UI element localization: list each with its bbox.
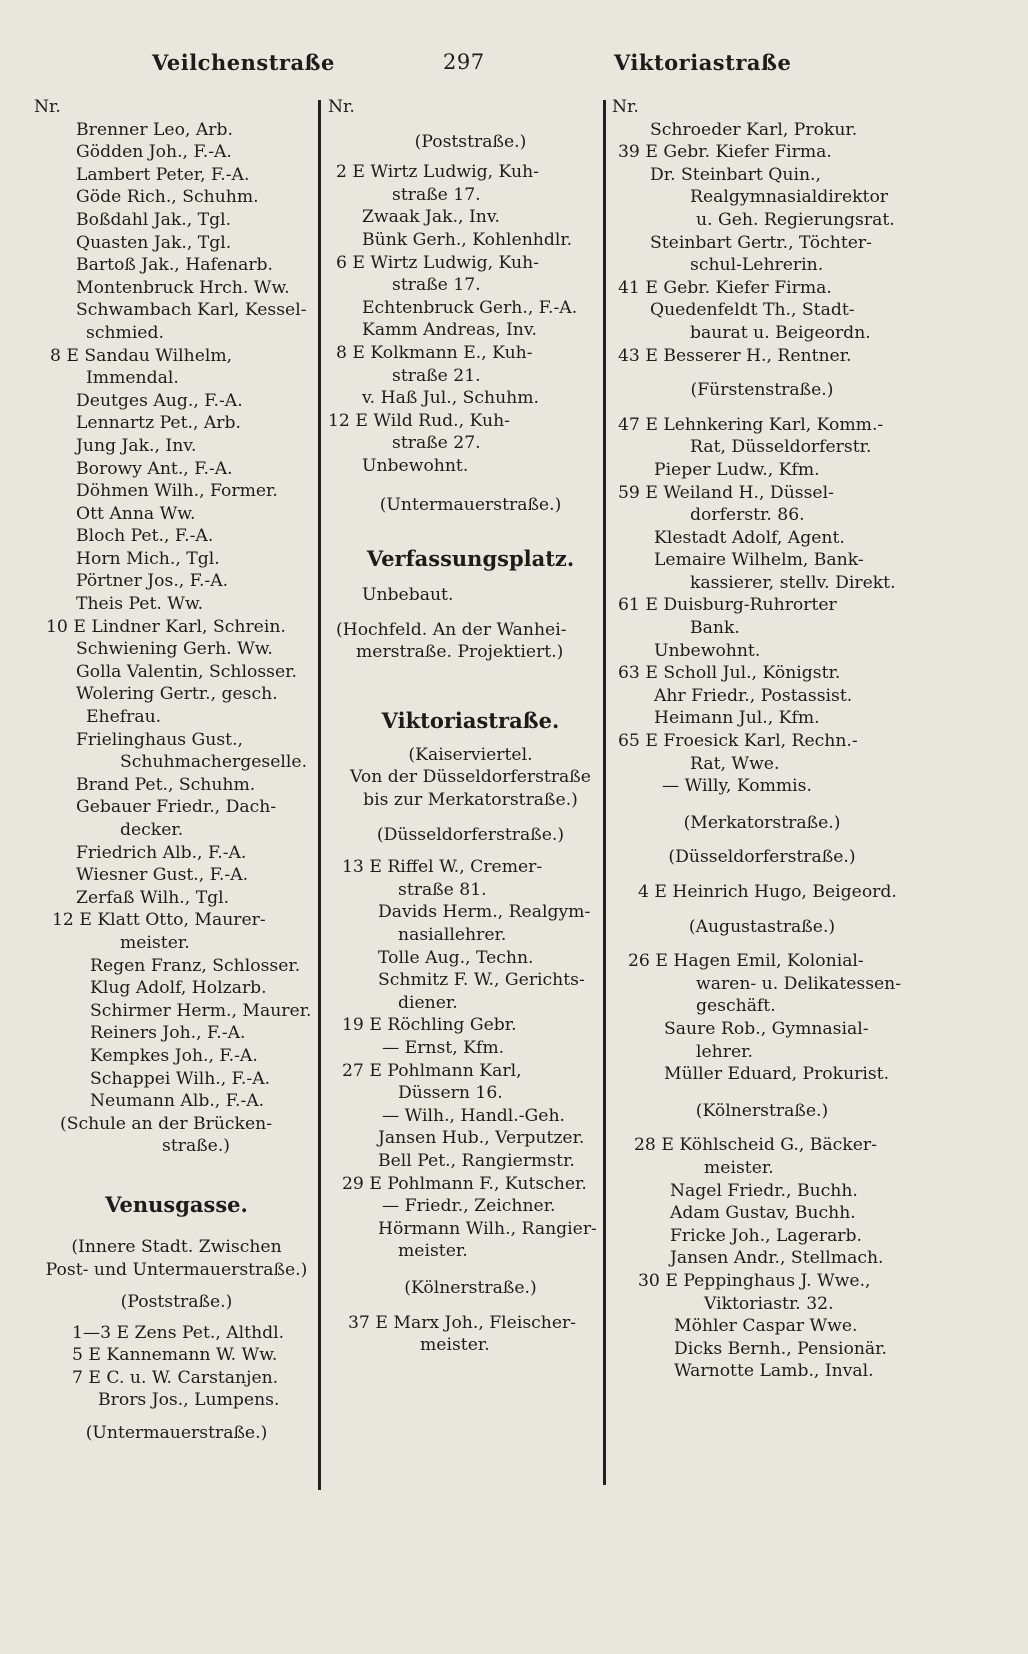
- col1-line: Wolering Gertr., gesch.: [76, 684, 278, 705]
- col1-line: Bartoß Jak., Hafenarb.: [76, 255, 274, 276]
- col3-line: 63 E Scholl Jul., Königstr.: [618, 663, 841, 684]
- col1-line: Lambert Peter, F.-A.: [76, 164, 250, 185]
- col2-line: Schmitz F. W., Gerichts-: [378, 970, 585, 991]
- col3-line: Dicks Bernh., Pensionär.: [674, 1338, 887, 1359]
- col2-line: straße 21.: [392, 365, 481, 386]
- col1-line: Post- und Untermauerstraße.): [45, 1259, 308, 1280]
- col2-line: Kamm Andreas, Inv.: [362, 320, 538, 341]
- col1-line: Horn Mich., Tgl.: [76, 548, 220, 569]
- col1-line: Reiners Joh., F.-A.: [90, 1023, 246, 1044]
- col2-line: (Kölnerstraße.): [404, 1277, 537, 1298]
- col3-line: Quedenfeldt Th., Stadt-: [650, 300, 855, 321]
- col2-line: v. Haß Jul., Schuhm.: [362, 388, 539, 409]
- col3-line: Fricke Joh., Lagerarb.: [670, 1225, 862, 1246]
- col1-line: Jung Jak., Inv.: [76, 435, 197, 456]
- running-head-right: Viktoriastraße: [614, 50, 792, 75]
- col3-line: Dr. Steinbart Quin.,: [650, 164, 821, 185]
- col1-line: 1—3 E Zens Pet., Althdl.: [72, 1322, 285, 1343]
- col3-line: meister.: [704, 1157, 774, 1178]
- col1-line: Boßdahl Jak., Tgl.: [76, 209, 232, 230]
- col1-line: Ehefrau.: [86, 707, 162, 728]
- col2-line: 19 E Röchling Gebr.: [342, 1015, 517, 1036]
- col2-line: Bell Pet., Rangiermstr.: [378, 1150, 575, 1171]
- col2-line: Nr.: [328, 97, 355, 117]
- col3-line: 41 E Gebr. Kiefer Firma.: [618, 277, 832, 298]
- col3-line: 59 E Weiland H., Düssel-: [618, 482, 834, 503]
- col2-line: (Kaiserviertel.: [408, 744, 533, 765]
- col3-line: Rat, Düsseldorferstr.: [690, 437, 872, 458]
- col1-line: Ott Anna Ww.: [76, 503, 196, 524]
- viktoriastrasse-heading: Viktoriastraße.: [381, 707, 560, 733]
- col1-line: Schappei Wilh., F.-A.: [90, 1068, 271, 1089]
- col2-line: straße 17.: [392, 275, 481, 296]
- col1-line: Schirmer Herm., Maurer.: [90, 1000, 312, 1021]
- col2-line: (Hochfeld. An der Wanhei-: [336, 619, 567, 640]
- col1-line: Bloch Pet., F.-A.: [76, 526, 214, 547]
- col1-line: Kempkes Joh., F.-A.: [90, 1045, 258, 1066]
- venusgasse-heading: Venusgasse.: [105, 1191, 248, 1217]
- col2-line: nasiallehrer.: [398, 925, 507, 946]
- col3-line: 30 E Peppinghaus J. Wwe.,: [638, 1270, 871, 1291]
- col1-line: Borowy Ant., F.-A.: [76, 458, 233, 479]
- col1-line: decker.: [120, 820, 184, 840]
- col3-line: 65 E Froesick Karl, Rechn.-: [618, 731, 858, 752]
- col1-line: (Untermauerstraße.): [85, 1423, 268, 1444]
- col1-line: 8 E Sandau Wilhelm,: [50, 345, 233, 366]
- col2-line: 8 E Kolkmann E., Kuh-: [336, 342, 533, 363]
- col2-line: meister.: [420, 1335, 490, 1356]
- col1-line: Lennartz Pet., Arb.: [76, 413, 241, 434]
- col1-line: Nr.: [34, 97, 61, 117]
- col1-line: Theis Pet. Ww.: [76, 594, 204, 615]
- col3-line: (Kölnerstraße.): [695, 1100, 829, 1121]
- col3-line: 26 E Hagen Emil, Kolonial-: [628, 951, 864, 972]
- col2-line: Davids Herm., Realgym-: [378, 902, 591, 923]
- page-number: 297: [443, 50, 485, 74]
- col1-line: Gebauer Friedr., Dach-: [76, 797, 277, 818]
- col2-line: 27 E Pohlmann Karl,: [342, 1060, 522, 1081]
- column-1: [34, 96, 319, 1445]
- col1-line: Brors Jos., Lumpens.: [98, 1390, 280, 1411]
- col3-line: schul-Lehrerin.: [690, 255, 824, 276]
- col2-line: Echtenbruck Gerh., F.-A.: [362, 297, 578, 318]
- col1-line: 12 E Klatt Otto, Maurer-: [52, 910, 266, 931]
- col1-line: Zerfaß Wilh., Tgl.: [76, 887, 230, 908]
- col3-line: baurat u. Beigeordn.: [690, 322, 871, 343]
- col1-line: Deutges Aug., F.-A.: [76, 390, 243, 411]
- col1-line: Montenbruck Hrch. Ww.: [76, 277, 290, 298]
- col3-line: Bank.: [690, 618, 740, 639]
- col1-line: 10 E Lindner Karl, Schrein.: [46, 616, 286, 637]
- col3-line: Realgymnasialdirektor: [690, 187, 889, 208]
- col1-line: (Poststraße.): [120, 1292, 233, 1313]
- col1-line: Schwambach Karl, Kessel-: [76, 300, 307, 321]
- col1-line: Gödden Joh., F.-A.: [76, 142, 232, 163]
- running-head-left: Veilchenstraße: [152, 50, 335, 75]
- col2-line: Unbebaut.: [362, 585, 454, 606]
- col2-line: Bünk Gerh., Kohlenhdlr.: [362, 229, 573, 250]
- col3-line: Schroeder Karl, Prokur.: [650, 119, 858, 140]
- col2-line: Unbewohnt.: [362, 455, 469, 476]
- col2-line: Hörmann Wilh., Rangier-: [378, 1218, 597, 1239]
- col2-line: Zwaak Jak., Inv.: [362, 207, 500, 228]
- col3-line: 28 E Köhlscheid G., Bäcker-: [634, 1135, 877, 1156]
- col3-line: Warnotte Lamb., Inval.: [674, 1361, 874, 1382]
- col3-line: (Merkatorstraße.): [683, 812, 841, 833]
- col2-line: straße 81.: [398, 879, 487, 900]
- col2-line: merstraße. Projektiert.): [356, 642, 564, 663]
- col3-line: geschäft.: [696, 996, 776, 1017]
- col3-line: Adam Gustav, Buchh.: [670, 1203, 856, 1224]
- col2-line: 2 E Wirtz Ludwig, Kuh-: [336, 162, 539, 183]
- col2-line: — Wilh., Handl.-Geh.: [382, 1105, 565, 1126]
- col3-line: 39 E Gebr. Kiefer Firma.: [618, 142, 832, 163]
- col3-line: (Augustastraße.): [688, 916, 836, 937]
- col1-line: (Schule an der Brücken-: [60, 1113, 273, 1134]
- col1-line: Neumann Alb., F.-A.: [90, 1091, 265, 1112]
- col1-line: Friedrich Alb., F.-A.: [76, 842, 247, 863]
- col3-line: Viktoriastr. 32.: [704, 1293, 834, 1314]
- col3-line: Pieper Ludw., Kfm.: [654, 459, 820, 480]
- col1-line: straße.): [162, 1136, 231, 1157]
- col2-line: bis zur Merkatorstraße.): [363, 790, 578, 811]
- col3-line: Möhler Caspar Wwe.: [674, 1316, 858, 1337]
- col1-line: schmied.: [86, 322, 164, 343]
- col2-line: Düssern 16.: [398, 1083, 503, 1104]
- col1-line: Wiesner Gust., F.-A.: [76, 865, 249, 886]
- column-2: [328, 96, 613, 1357]
- col1-line: Pörtner Jos., F.-A.: [76, 571, 229, 592]
- col3-line: lehrer.: [696, 1041, 753, 1062]
- col1-line: Schuhmachergeselle.: [120, 752, 308, 773]
- col1-line: Schwiening Gerh. Ww.: [76, 639, 273, 660]
- col3-line: 61 E Duisburg-Ruhrorter: [618, 595, 837, 616]
- col3-line: Lemaire Wilhelm, Bank-: [654, 550, 864, 571]
- col2-line: 29 E Pohlmann F., Kutscher.: [342, 1173, 587, 1194]
- col2-line: Tolle Aug., Techn.: [378, 947, 534, 968]
- col2-line: (Düsseldorferstraße.): [376, 824, 565, 845]
- col2-line: — Ernst, Kfm.: [382, 1038, 505, 1058]
- col2-line: 12 E Wild Rud., Kuh-: [328, 410, 510, 431]
- col3-line: Müller Eduard, Prokurist.: [664, 1064, 890, 1085]
- col2-line: Jansen Hub., Verputzer.: [378, 1128, 585, 1149]
- col3-line: Klestadt Adolf, Agent.: [654, 527, 845, 548]
- col2-line: — Friedr., Zeichner.: [382, 1196, 556, 1217]
- col2-line: Von der Düsseldorferstraße: [350, 767, 591, 788]
- col2-line: 37 E Marx Joh., Fleischer-: [348, 1312, 577, 1333]
- col3-line: Nr.: [612, 97, 639, 117]
- col3-line: (Düsseldorferstraße.): [668, 847, 856, 868]
- col1-line: Göde Rich., Schuhm.: [76, 187, 259, 208]
- col1-line: Golla Valentin, Schlosser.: [76, 661, 297, 682]
- col1-line: (Innere Stadt. Zwischen: [71, 1236, 282, 1257]
- col1-line: 7 E C. u. W. Carstanjen.: [72, 1367, 279, 1388]
- col1-line: Immendal.: [86, 368, 179, 389]
- col1-line: Brenner Leo, Arb.: [76, 119, 233, 140]
- col1-line: 5 E Kannemann W. Ww.: [72, 1345, 278, 1366]
- col3-line: 43 E Besserer H., Rentner.: [618, 345, 852, 366]
- col3-line: Steinbart Gertr., Töchter-: [650, 232, 872, 253]
- col1-line: meister.: [120, 932, 190, 953]
- col3-line: Ahr Friedr., Postassist.: [654, 685, 853, 706]
- col1-line: Klug Adolf, Holzarb.: [90, 978, 267, 999]
- col2-line: straße 27.: [392, 433, 481, 454]
- col3-line: — Willy, Kommis.: [662, 776, 812, 797]
- col2-line: (Untermauerstraße.): [379, 494, 562, 515]
- col2-line: (Poststraße.): [414, 131, 527, 152]
- col3-line: kassierer, stellv. Direkt.: [690, 572, 896, 593]
- col1-line: Regen Franz, Schlosser.: [90, 955, 301, 976]
- col3-line: Saure Rob., Gymnasial-: [664, 1018, 869, 1039]
- col2-line: meister.: [398, 1241, 468, 1262]
- col1-line: Quasten Jak., Tgl.: [76, 232, 232, 253]
- col3-line: Unbewohnt.: [654, 640, 761, 661]
- col3-line: Nagel Friedr., Buchh.: [670, 1180, 858, 1201]
- col3-line: (Fürstenstraße.): [690, 380, 834, 401]
- col1-line: Brand Pet., Schuhm.: [76, 774, 256, 795]
- col2-line: diener.: [398, 992, 458, 1013]
- col3-line: dorferstr. 86.: [690, 505, 805, 526]
- col3-line: waren- u. Delikatessen-: [696, 973, 902, 994]
- col1-line: Döhmen Wilh., Former.: [76, 481, 278, 502]
- column-3: [612, 96, 912, 1383]
- col3-line: Jansen Andr., Stellmach.: [670, 1248, 884, 1269]
- col3-line: 47 E Lehnkering Karl, Komm.-: [618, 414, 884, 435]
- col2-line: straße 17.: [392, 184, 481, 205]
- verfassungsplatz-heading: Verfassungsplatz.: [366, 546, 575, 572]
- col2-line: 13 E Riffel W., Cremer-: [342, 857, 543, 878]
- col1-line: Frielinghaus Gust.,: [76, 729, 243, 750]
- col3-line: 4 E Heinrich Hugo, Beigeord.: [638, 882, 897, 902]
- col2-line: 6 E Wirtz Ludwig, Kuh-: [336, 252, 539, 273]
- col3-line: Rat, Wwe.: [690, 753, 780, 774]
- col3-line: u. Geh. Regierungsrat.: [696, 209, 895, 230]
- col3-line: Heimann Jul., Kfm.: [654, 708, 820, 729]
